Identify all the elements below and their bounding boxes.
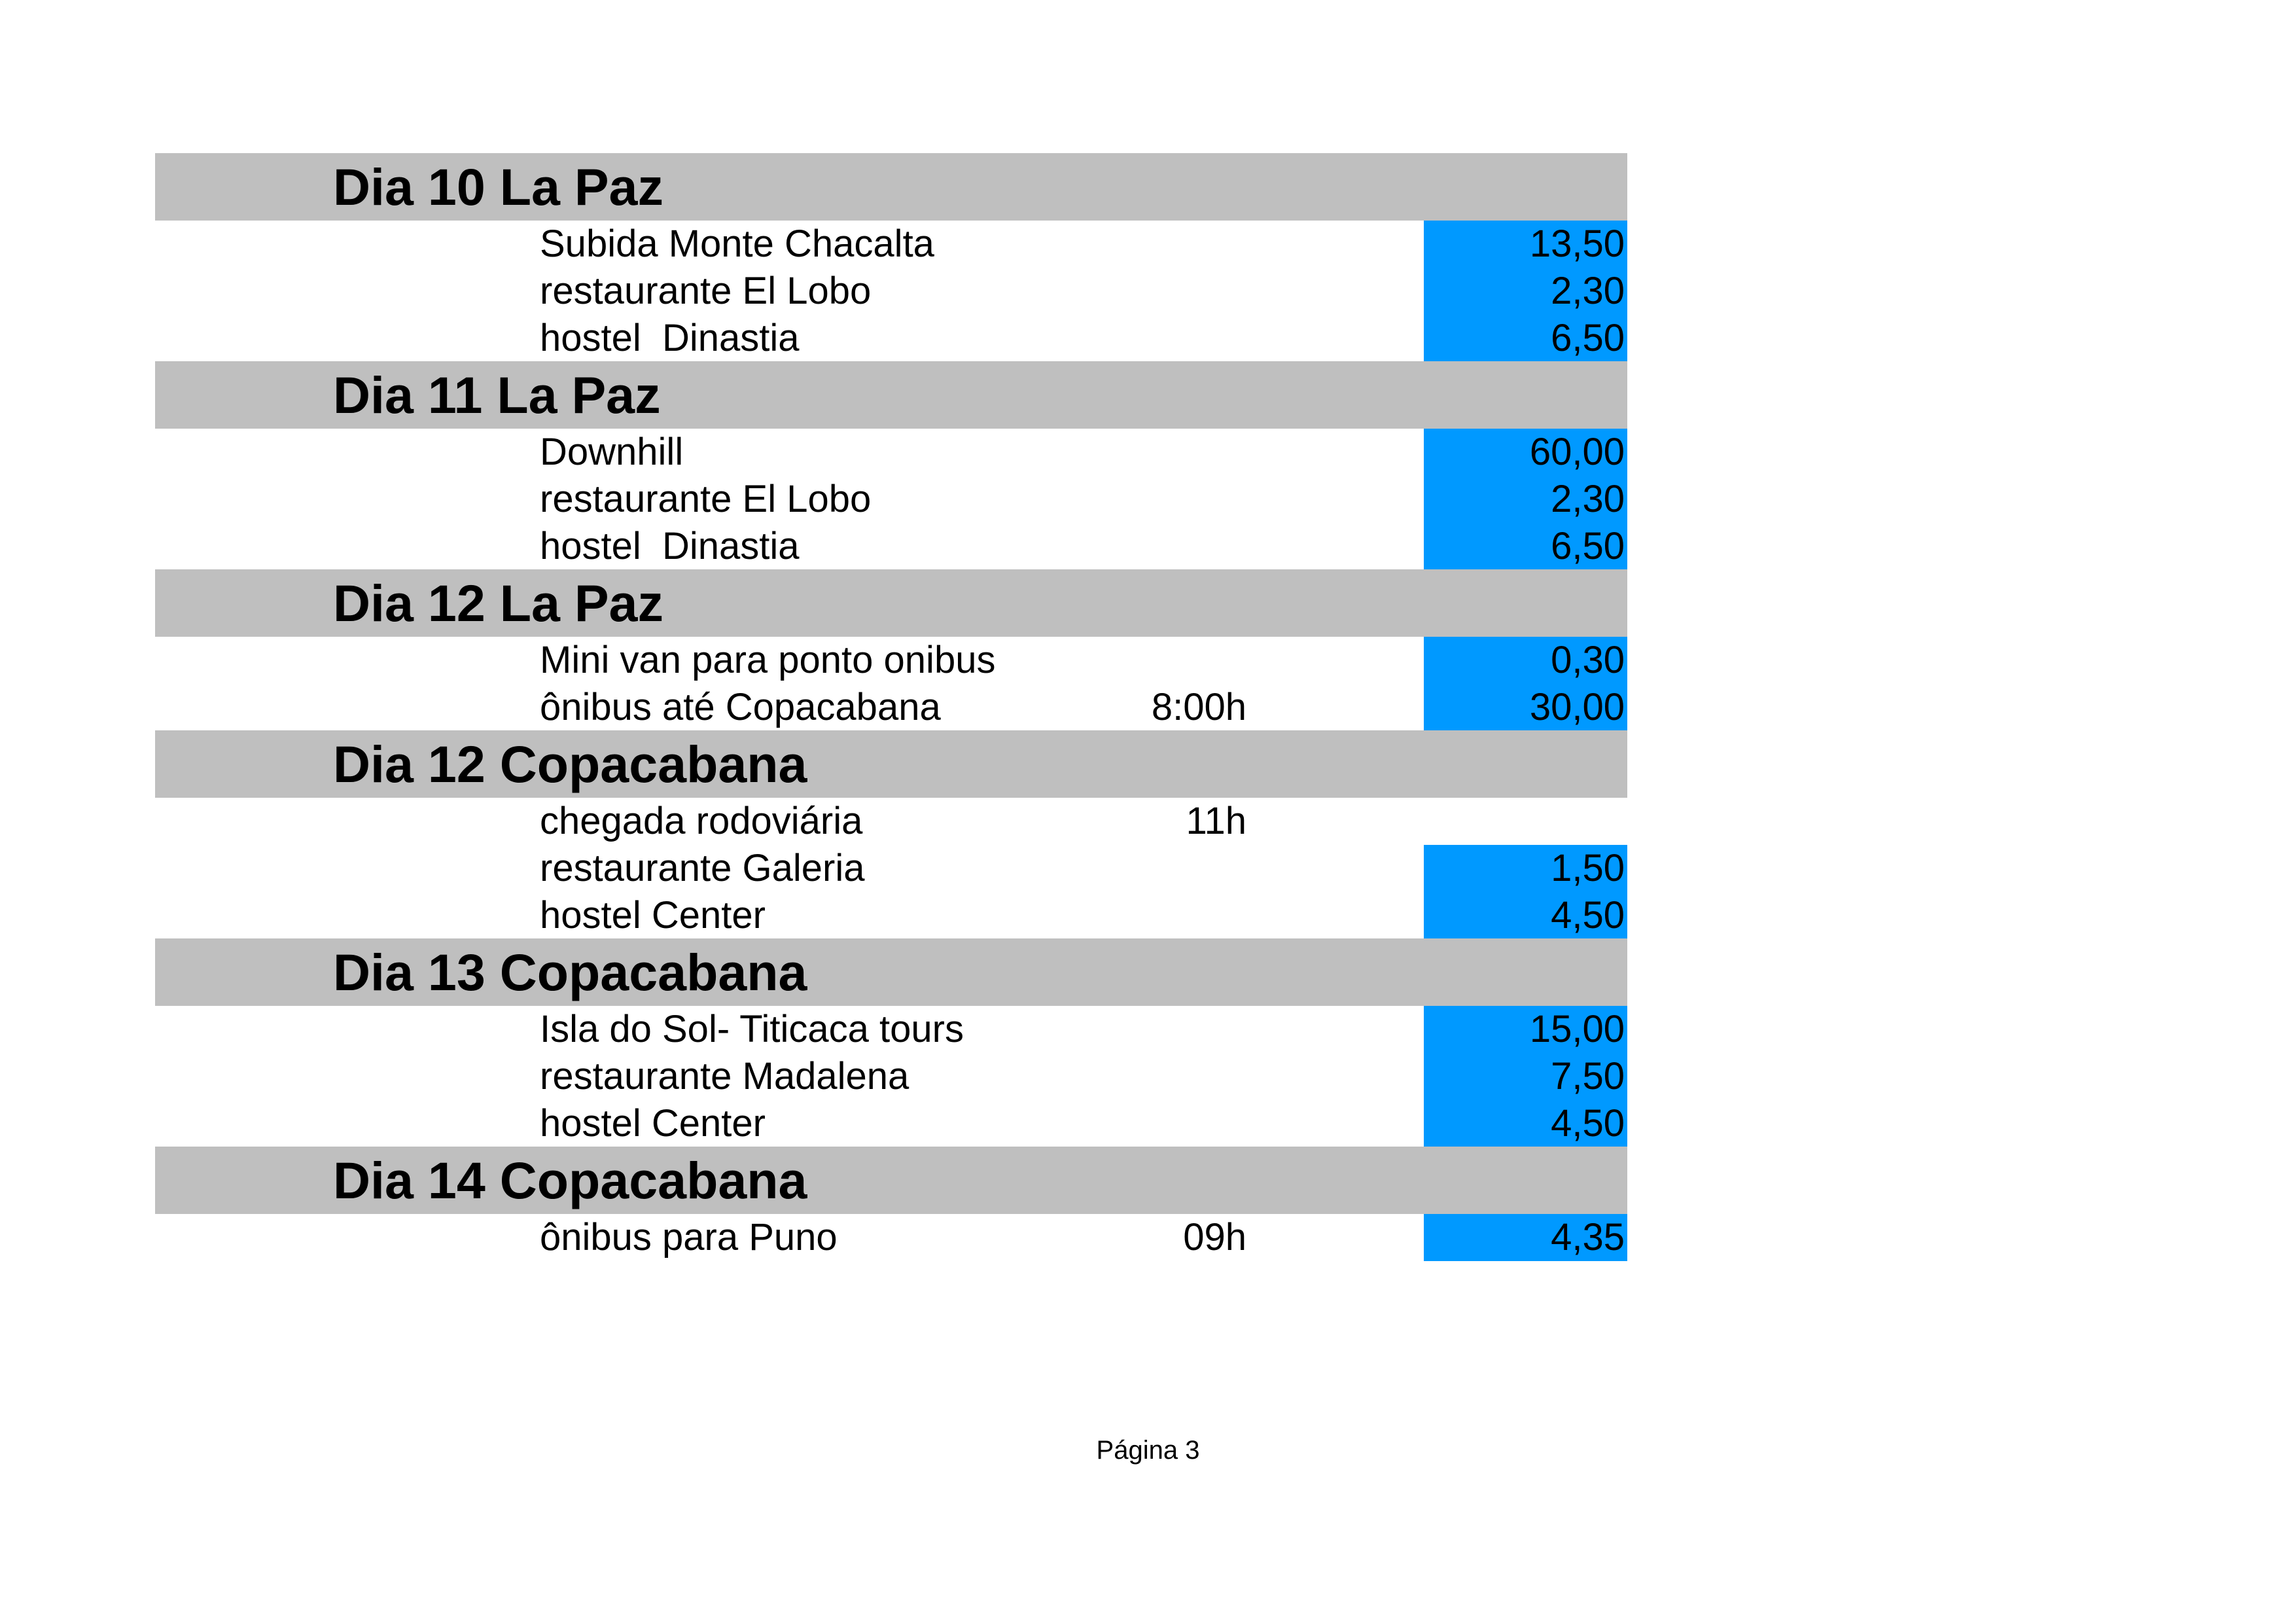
expense-row	[155, 798, 1627, 845]
expense-price-cell: 4,35	[1424, 1214, 1627, 1261]
expense-description: Mini van para ponto onibus	[540, 639, 996, 681]
day-header	[155, 1147, 1627, 1214]
expense-row	[155, 1053, 1627, 1100]
expense-description: hostel Center	[540, 894, 766, 936]
expense-price-cell: 6,50	[1424, 523, 1627, 570]
expense-description: ônibus até Copacabana	[540, 686, 941, 728]
expense-price-cell: 60,00	[1424, 429, 1627, 476]
day-header	[155, 938, 1627, 1006]
expense-time: 09h	[1183, 1216, 1246, 1258]
expense-row	[155, 845, 1627, 892]
expense-description: ônibus para Puno	[540, 1216, 838, 1258]
day-title: Dia 12 La Paz	[333, 574, 663, 632]
expense-price-cell: 7,50	[1424, 1053, 1627, 1100]
expense-description: hostel Dinastia	[540, 525, 800, 567]
day-title: Dia 12 Copacabana	[333, 735, 807, 793]
expense-price-cell: 2,30	[1424, 476, 1627, 523]
expense-description: hostel Dinastia	[540, 317, 800, 359]
expense-row	[155, 1214, 1627, 1261]
expense-description: restaurante Galeria	[540, 847, 865, 889]
day-title: Dia 14 Copacabana	[333, 1151, 807, 1209]
expense-price-cell: 1,50	[1424, 845, 1627, 892]
expense-row	[155, 523, 1627, 570]
day-title: Dia 11 La Paz	[333, 366, 661, 424]
expense-price-cell: 2,30	[1424, 268, 1627, 315]
expense-price-cell: 4,50	[1424, 892, 1627, 939]
expense-time: 11h	[1186, 800, 1246, 842]
expense-row	[155, 315, 1627, 362]
expense-price-cell: 0,30	[1424, 637, 1627, 684]
itinerary-sheet	[155, 154, 1627, 1261]
expense-description: hostel Center	[540, 1102, 766, 1145]
page-number: Página 3	[1096, 1436, 1200, 1465]
expense-row	[155, 221, 1627, 268]
expense-time: 8:00h	[1151, 686, 1246, 728]
day-header	[155, 730, 1627, 798]
expense-description: restaurante El Lobo	[540, 270, 872, 312]
expense-row	[155, 1100, 1627, 1147]
expense-price-cell: 6,50	[1424, 315, 1627, 362]
expense-description: Subida Monte Chacalta	[540, 223, 934, 265]
expense-price-cell: 15,00	[1424, 1006, 1627, 1053]
expense-row	[155, 268, 1627, 315]
day-header	[155, 361, 1627, 429]
expense-price-cell: 4,50	[1424, 1100, 1627, 1147]
day-title: Dia 13 Copacabana	[333, 943, 807, 1001]
expense-price-cell: 30,00	[1424, 684, 1627, 731]
expense-price-cell	[1424, 798, 1627, 845]
expense-price-cell: 13,50	[1424, 221, 1627, 268]
expense-description: restaurante Madalena	[540, 1055, 910, 1097]
expense-description: Isla do Sol- Titicaca tours	[540, 1008, 964, 1050]
day-header	[155, 569, 1627, 637]
expense-description: Downhill	[540, 431, 684, 473]
expense-row	[155, 637, 1627, 684]
expense-row	[155, 476, 1627, 523]
expense-row	[155, 684, 1627, 731]
expense-row	[155, 429, 1627, 476]
expense-row	[155, 1006, 1627, 1053]
expense-row	[155, 892, 1627, 939]
day-header	[155, 153, 1627, 221]
expense-description: chegada rodoviária	[540, 800, 863, 842]
expense-description: restaurante El Lobo	[540, 478, 872, 520]
day-title: Dia 10 La Paz	[333, 158, 663, 216]
